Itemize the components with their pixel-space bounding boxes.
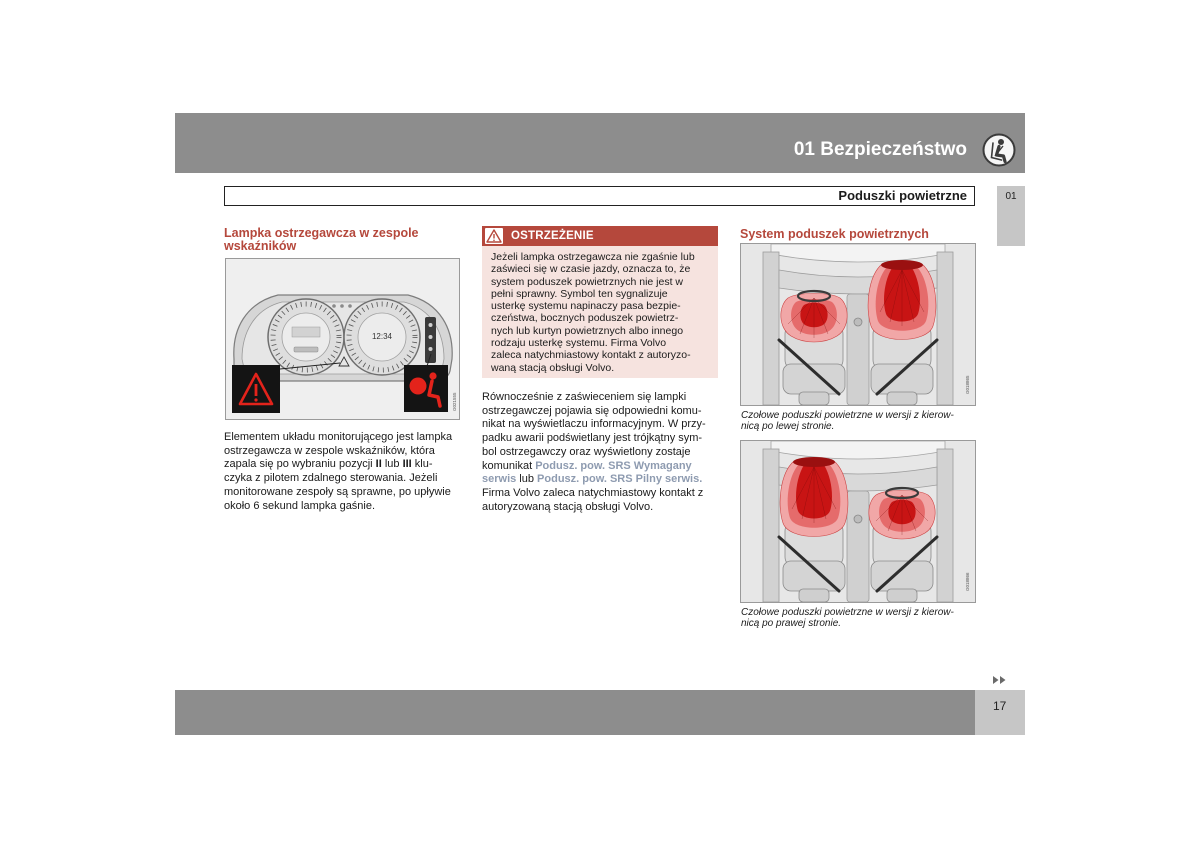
warning-lamp-paragraph <box>224 431 460 513</box>
warning-line: pełni sprawny. Symbol ten sygnalizuje <box>491 287 668 300</box>
paragraph-line: około 6 sekund lampka gaśnie. <box>224 499 376 512</box>
figure-caption <box>741 410 954 432</box>
page-number-box <box>975 690 1025 735</box>
display-message-service-required: Podusz. pow. SRS Wymagany <box>535 459 692 472</box>
indicator-light <box>429 347 433 351</box>
figure-caption <box>741 607 954 629</box>
paragraph-line: Elementem układu monitorującego jest lampka <box>224 431 453 443</box>
double-arrow-right-icon <box>993 676 1007 684</box>
gear-lever <box>854 318 862 326</box>
warning-line: zaleca natychmiastowy kontakt z autoryzo- <box>491 349 691 362</box>
paragraph-line: ostrzegawczej pojawia się odpowiedni komu- <box>482 404 702 417</box>
seatbelt-icon-head <box>998 139 1004 145</box>
warning-line: nych lub kurtyn powietrznych albo innego <box>491 324 684 337</box>
key-position-ii: II <box>375 458 382 471</box>
right-headrest <box>887 392 917 405</box>
header-bar <box>175 113 1025 173</box>
airbag-cap <box>793 457 835 467</box>
warning-triangle-icon <box>485 228 503 244</box>
car-interior-illustration <box>741 244 975 405</box>
car-left-side <box>763 449 779 602</box>
paragraph-line <box>482 460 718 474</box>
paragraph-line: bol ostrzegawczy oraz wyświetlony zostaje <box>482 445 691 458</box>
warning-icon-dot <box>493 240 495 242</box>
warning-line: Jeżeli lampka ostrzegawcza nie zgaśnie lub <box>491 251 695 263</box>
airbag-cap <box>881 260 923 270</box>
paragraph-line: monitorowane zespoły są sprawne, po upływie <box>224 485 451 498</box>
gear-lever <box>854 515 862 523</box>
car-right-side <box>937 252 953 405</box>
chapter-tab <box>997 186 1025 246</box>
driver-airbag <box>869 488 935 539</box>
section-title: Poduszki powietrzne <box>838 188 967 203</box>
figure-code: G018865 <box>965 375 970 394</box>
warning-line: rodzaju usterkę systemu. Firma Volvo <box>491 337 667 350</box>
airbag-system-heading: System poduszek powietrznych <box>740 227 929 241</box>
paragraph-line: nikat na wyświetlaczu informacyjnym. W przy- <box>482 418 706 431</box>
page-number: 17 <box>993 699 1007 713</box>
car-left-side <box>763 252 779 405</box>
chapter-title: 01 Bezpieczeństwo <box>793 139 967 160</box>
top-indicator-dot <box>332 304 336 308</box>
warning-lamp-heading: Lampka ostrzegawcza w zespole wskaźników <box>224 226 419 253</box>
left-headrest <box>799 392 829 405</box>
speedometer-display <box>292 327 320 337</box>
warning-box <box>482 226 718 378</box>
warning-exclamation-dot <box>254 398 257 401</box>
airbag-icon-bag <box>410 378 427 395</box>
left-headrest <box>799 589 829 602</box>
text-segment: komunikat <box>482 459 536 472</box>
text-segment: klu- <box>411 458 433 471</box>
center-console <box>847 491 869 602</box>
top-indicator-dot <box>348 304 352 308</box>
paragraph-line: Firma Volvo zaleca natychmiastowy kontakt z <box>482 486 704 499</box>
paragraph-line <box>482 473 718 487</box>
caption-line: nicą po prawej stronie. <box>741 618 842 629</box>
warning-header <box>482 226 718 246</box>
indicator-light <box>429 323 433 327</box>
top-indicator-dot <box>340 304 344 308</box>
warning-line: usterkę systemu napinaczy pasa bezpie- <box>491 300 681 313</box>
footer-bar <box>175 690 975 735</box>
indicator-light <box>429 335 433 339</box>
text-segment: lub <box>381 458 403 471</box>
instrument-cluster-illustration <box>226 259 459 419</box>
right-headrest <box>887 589 917 602</box>
caption-line: Czołowe poduszki powietrzne w wersji z kierow- <box>741 607 954 618</box>
chapter-tab-label: 01 <box>1005 191 1017 202</box>
text-segment: zapala się po wybraniu pozycji <box>224 458 376 471</box>
center-console <box>847 294 869 405</box>
instrument-cluster-figure <box>225 258 460 420</box>
passenger-airbag <box>868 260 936 340</box>
fuel-bar <box>294 347 318 352</box>
paragraph-line: czyka z pilotem zdalnego sterowania. Jeżeli <box>224 472 438 485</box>
caption-line: Czołowe poduszki powietrzne w wersji z kierow- <box>741 410 954 421</box>
figure-code: G018866 <box>965 572 970 591</box>
key-position-iii: III <box>402 458 412 471</box>
text-segment: lub <box>516 473 538 486</box>
warning-line: system poduszek powietrznych nie jest w <box>491 275 683 288</box>
paragraph-line: ostrzegawcza w zespole wskaźników, która <box>224 444 435 457</box>
warning-line: czeństwa, bocznych poduszek powietrz- <box>491 312 679 325</box>
driver-airbag <box>781 291 847 342</box>
caption-line: nicą po lewej stronie. <box>741 421 835 432</box>
warning-line: waną stacją obsługi Volvo. <box>491 361 615 374</box>
car-right-side <box>937 449 953 602</box>
airbag-icon-head <box>429 372 436 379</box>
paragraph-line: Równocześnie z zaświeceniem się lampki <box>482 391 687 403</box>
passenger-airbag <box>780 457 848 537</box>
paragraph-line: padku awarii podświetlany jest trójkątny sym- <box>482 432 703 445</box>
car-interior-illustration <box>741 441 975 602</box>
message-paragraph <box>482 391 718 514</box>
arrow-right-shape <box>993 676 999 684</box>
seatbelt-icon <box>982 133 1016 167</box>
display-message-service-required: serwis <box>482 473 517 486</box>
figure-code: G021555 <box>452 392 457 411</box>
paragraph-line <box>224 458 460 472</box>
display-message-urgent-service: Podusz. pow. SRS Pilny serwis. <box>537 473 703 486</box>
airbags-left-hand-drive-figure <box>740 243 976 406</box>
warning-body <box>482 246 718 378</box>
section-title-box <box>224 186 975 206</box>
arrow-right-shape <box>1000 676 1006 684</box>
paragraph-line: autoryzowaną stacją obsługi Volvo. <box>482 500 654 513</box>
warning-title: OSTRZEŻENIE <box>511 230 594 242</box>
warning-line: zaświeci się w czasie jazdy, oznacza to, że <box>491 263 691 276</box>
airbags-right-hand-drive-figure <box>740 440 976 603</box>
clock-display: 12:34 <box>371 332 393 341</box>
